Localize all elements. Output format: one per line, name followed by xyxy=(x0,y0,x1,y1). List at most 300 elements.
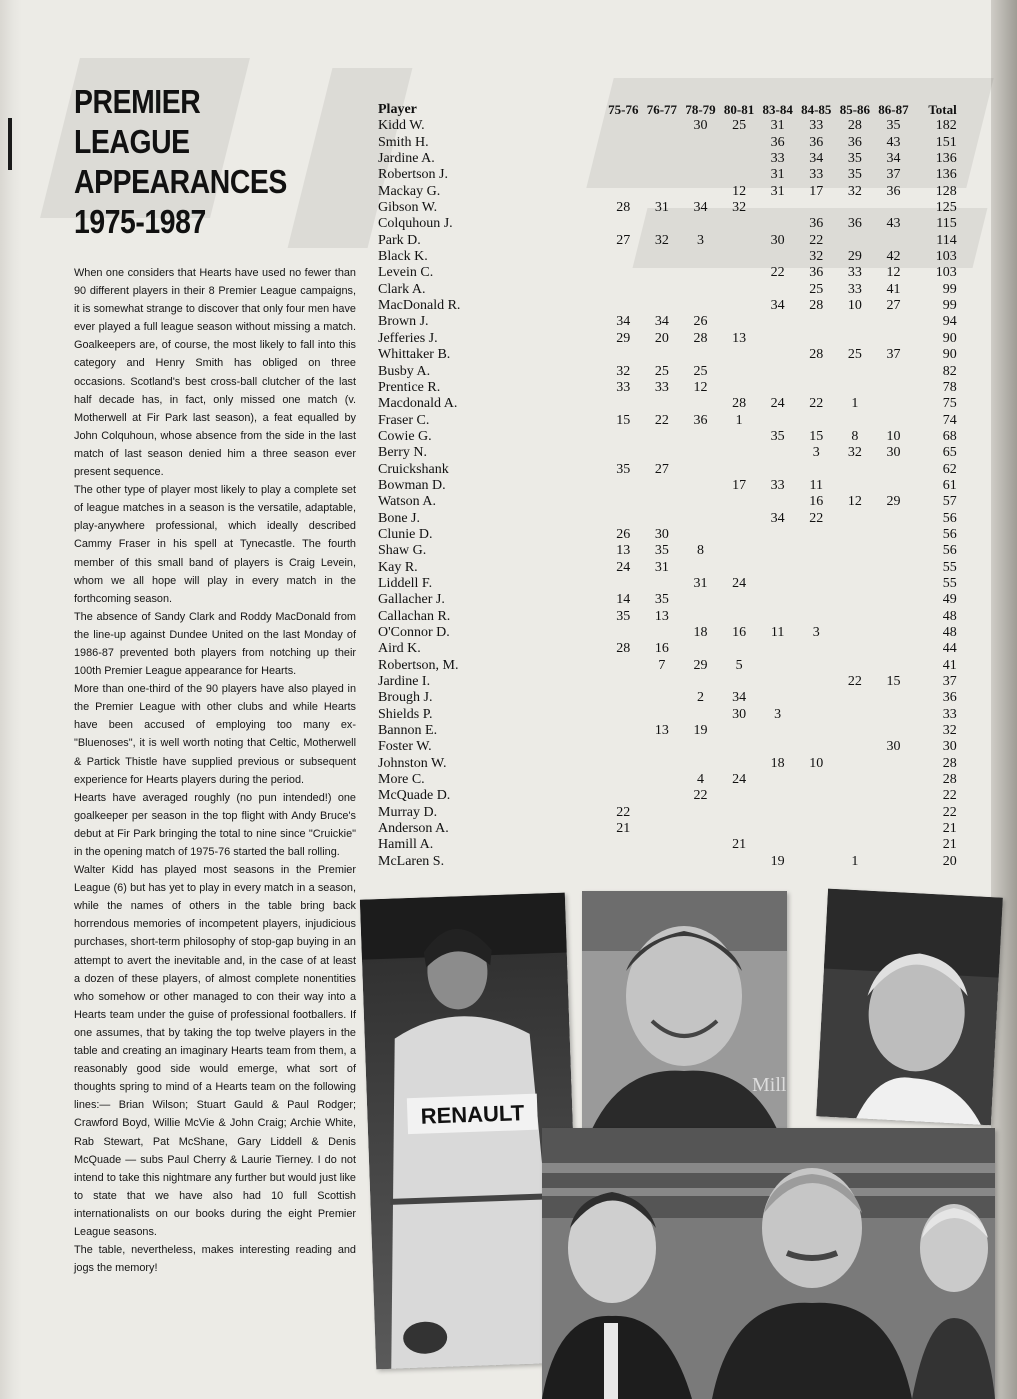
season-appearances xyxy=(758,216,797,232)
player-name: McQuade D. xyxy=(378,788,451,804)
table-row xyxy=(378,494,958,510)
player-name: Hamill A. xyxy=(378,837,434,853)
season-appearances xyxy=(681,592,720,608)
season-appearances xyxy=(720,494,759,510)
season-appearances: 31 xyxy=(770,118,785,134)
season-appearances: 29 xyxy=(847,249,862,265)
season-appearances xyxy=(604,674,643,690)
season-appearances: 14 xyxy=(616,592,631,608)
player-name: McLaren S. xyxy=(378,853,445,869)
season-appearances: 32 xyxy=(809,249,824,265)
table-row xyxy=(378,543,958,559)
season-appearances: 33 xyxy=(616,379,631,395)
season-appearances xyxy=(836,837,875,853)
player-name: Prentice R. xyxy=(378,379,441,395)
season-appearances xyxy=(836,331,875,347)
season-appearances xyxy=(874,413,913,429)
season-appearances xyxy=(797,690,836,706)
table-row xyxy=(378,249,958,265)
total-appearances: 151 xyxy=(935,134,957,150)
season-appearances xyxy=(604,135,643,151)
player-name: Jardine I. xyxy=(378,674,431,690)
season-appearances: 3 xyxy=(774,706,782,722)
player-name: Colquhoun J. xyxy=(378,216,453,232)
total-appearances: 136 xyxy=(935,167,957,183)
season-appearances xyxy=(643,707,682,723)
season-appearances xyxy=(643,282,682,298)
season-appearances xyxy=(797,543,836,559)
season-appearances xyxy=(836,805,875,821)
season-appearances xyxy=(836,690,875,706)
season-appearances xyxy=(836,658,875,674)
season-appearances: 25 xyxy=(654,363,669,379)
table-row xyxy=(378,282,958,298)
season-appearances xyxy=(758,314,797,330)
player-name: Watson A. xyxy=(378,494,436,510)
season-appearances xyxy=(874,576,913,592)
season-appearances: 37 xyxy=(886,347,901,363)
player-name: Johnston W. xyxy=(378,755,447,771)
season-appearances xyxy=(836,772,875,788)
season-appearances xyxy=(604,707,643,723)
total-appearances: 128 xyxy=(935,183,957,199)
season-appearances xyxy=(836,560,875,576)
season-appearances: 25 xyxy=(809,281,824,297)
total-appearances: 114 xyxy=(936,232,957,248)
season-appearances xyxy=(604,118,643,134)
season-appearances xyxy=(797,674,836,690)
season-appearances: 21 xyxy=(616,821,631,837)
player-name: Foster W. xyxy=(378,739,432,755)
table-row xyxy=(378,151,958,167)
season-appearances xyxy=(797,772,836,788)
season-appearances: 25 xyxy=(732,118,747,134)
season-appearances: 10 xyxy=(886,428,901,444)
season-appearances xyxy=(836,527,875,543)
season-appearances xyxy=(681,298,720,314)
player-name: Brough J. xyxy=(378,690,433,706)
season-appearances xyxy=(797,462,836,478)
player-name: Aird K. xyxy=(378,641,421,657)
season-appearances xyxy=(874,788,913,804)
season-appearances xyxy=(797,527,836,543)
season-appearances xyxy=(797,723,836,739)
season-appearances: 22 xyxy=(770,265,785,281)
total-appearances: 103 xyxy=(935,265,957,281)
season-appearances: 36 xyxy=(809,134,824,150)
season-appearances xyxy=(720,821,759,837)
season-appearances xyxy=(643,854,682,870)
season-appearances: 8 xyxy=(696,543,704,559)
season-appearances: 22 xyxy=(616,804,631,820)
header-season: 78-79 xyxy=(685,102,716,117)
player-name: Bone J. xyxy=(378,510,420,526)
season-appearances xyxy=(681,707,720,723)
season-appearances xyxy=(836,788,875,804)
season-appearances xyxy=(604,625,643,641)
season-appearances: 24 xyxy=(732,772,747,788)
season-appearances xyxy=(874,821,913,837)
season-appearances: 33 xyxy=(847,281,862,297)
table-row xyxy=(378,184,958,200)
season-appearances xyxy=(874,396,913,412)
season-appearances: 1 xyxy=(735,412,743,428)
season-appearances: 1 xyxy=(851,396,859,412)
season-appearances xyxy=(874,200,913,216)
season-appearances: 8 xyxy=(851,428,859,444)
season-appearances xyxy=(681,216,720,232)
season-appearances xyxy=(797,576,836,592)
season-appearances: 27 xyxy=(886,298,901,314)
season-appearances: 31 xyxy=(770,183,785,199)
season-appearances xyxy=(643,511,682,527)
total-appearances: 136 xyxy=(935,151,957,167)
season-appearances xyxy=(797,707,836,723)
season-appearances xyxy=(681,739,720,755)
table-row xyxy=(378,592,958,608)
season-appearances xyxy=(681,478,720,494)
total-appearances: 28 xyxy=(942,772,957,788)
season-appearances xyxy=(643,788,682,804)
season-appearances xyxy=(681,265,720,281)
season-appearances: 7 xyxy=(658,657,666,673)
table-row xyxy=(378,413,958,429)
total-appearances: 99 xyxy=(942,298,957,314)
season-appearances xyxy=(681,429,720,445)
article-paragraph: Walter Kidd has played most seasons in the Premier League (6) but has yet to play in every match in a season, while the names of others in the table bring back horrendous memories of incompetent players, injudicious purchases, short-term philosophy of stop-gap buying in an attempt to avert the inevitable and, in the case of at least a dozen of these players, of almost complete nonentities who somehow or other managed to con their way into a Hearts team under the guise of professional footballers. If one assumes, that by taking the top twelve players in the table and creating an imaginary Hearts team from them, a reasonably good side would emerge, what sort of thoughts spring to mind of a Hearts team on the following lines:— Brian Wilson; Stuart Gauld & Paul Rodger; Crawford Boyd, Willie McVie & John Craig; Archie White, Rab Stewart, Pat McShane, Gary Liddell & Denis McQuade — subs Paul Cherry & Laurie Tierney. I do not intend to take this nightmare any further but would just like to state that we have also had 10 full Scottish internationalists on our books during the eight Premier League seasons. xyxy=(74,864,356,1238)
player-name: Bowman D. xyxy=(378,477,446,493)
table-row xyxy=(378,265,958,281)
table-row xyxy=(378,854,958,870)
player-name: Bannon E. xyxy=(378,723,438,739)
header-season: 85-86 xyxy=(839,102,871,117)
season-appearances: 24 xyxy=(770,396,785,412)
season-appearances xyxy=(797,788,836,804)
season-appearances: 30 xyxy=(654,526,669,542)
season-appearances: 30 xyxy=(770,232,785,248)
season-appearances: 15 xyxy=(886,674,901,690)
header-player: Player xyxy=(378,102,417,117)
total-appearances: 103 xyxy=(935,249,957,265)
season-appearances: 26 xyxy=(693,314,708,330)
season-appearances xyxy=(797,805,836,821)
season-appearances xyxy=(797,331,836,347)
season-appearances: 35 xyxy=(886,118,901,134)
article-paragraph: More than one-third of the 90 players have also played in the Premier League with other clubs and while Hearts have been accused of employing too many ex-"Bluenoses", it is well worth noting that Celtic, Motherwell & Partick Thistle have supplied previous or subsequent experience for Hearts players during the period. xyxy=(74,683,356,786)
season-appearances xyxy=(836,707,875,723)
season-appearances xyxy=(681,249,720,265)
season-appearances xyxy=(874,462,913,478)
season-appearances: 31 xyxy=(654,200,669,216)
season-appearances xyxy=(720,151,759,167)
season-appearances xyxy=(604,788,643,804)
total-appearances: 125 xyxy=(935,200,957,216)
season-appearances: 34 xyxy=(693,200,708,216)
season-appearances: 28 xyxy=(809,298,824,314)
season-appearances: 32 xyxy=(732,200,747,216)
photo-player-profile xyxy=(816,889,1003,1126)
season-appearances: 12 xyxy=(693,379,708,395)
season-appearances: 13 xyxy=(654,608,669,624)
season-appearances xyxy=(681,167,720,183)
season-appearances xyxy=(681,805,720,821)
season-appearances xyxy=(604,756,643,772)
player-name: Mackay G. xyxy=(378,183,441,199)
season-appearances xyxy=(604,265,643,281)
season-appearances xyxy=(797,560,836,576)
season-appearances: 32 xyxy=(616,363,631,379)
season-appearances xyxy=(758,576,797,592)
season-appearances xyxy=(720,135,759,151)
season-appearances: 24 xyxy=(732,575,747,591)
season-appearances xyxy=(874,364,913,380)
season-appearances: 36 xyxy=(809,265,824,281)
total-appearances: 57 xyxy=(942,494,957,510)
season-appearances xyxy=(797,592,836,608)
total-appearances: 56 xyxy=(942,510,957,526)
total-appearances: 28 xyxy=(942,755,957,771)
season-appearances: 28 xyxy=(809,347,824,363)
season-appearances: 24 xyxy=(616,559,631,575)
season-appearances xyxy=(758,690,797,706)
season-appearances xyxy=(681,347,720,363)
season-appearances xyxy=(836,314,875,330)
table-row xyxy=(378,233,958,249)
season-appearances: 22 xyxy=(809,396,824,412)
season-appearances xyxy=(874,641,913,657)
season-appearances: 22 xyxy=(809,232,824,248)
season-appearances xyxy=(643,429,682,445)
table-row xyxy=(378,625,958,641)
season-appearances xyxy=(836,576,875,592)
total-appearances: 21 xyxy=(942,837,957,853)
season-appearances xyxy=(874,756,913,772)
season-appearances: 22 xyxy=(809,510,824,526)
season-appearances: 35 xyxy=(654,543,669,559)
season-appearances xyxy=(797,380,836,396)
season-appearances xyxy=(643,298,682,314)
article-paragraph: The table, nevertheless, makes interesting reading and jogs the memory! xyxy=(74,1244,356,1275)
table-row xyxy=(378,314,958,330)
player-name: Jardine A. xyxy=(378,151,435,167)
season-appearances xyxy=(643,118,682,134)
article-body xyxy=(74,264,356,1277)
season-appearances xyxy=(604,658,643,674)
season-appearances xyxy=(797,314,836,330)
total-appearances: 68 xyxy=(942,428,957,444)
season-appearances xyxy=(681,282,720,298)
season-appearances xyxy=(643,347,682,363)
season-appearances: 41 xyxy=(886,281,901,297)
season-appearances: 19 xyxy=(693,723,708,739)
season-appearances: 28 xyxy=(616,200,631,216)
player-name: Kay R. xyxy=(378,559,418,575)
season-appearances xyxy=(758,592,797,608)
season-appearances: 36 xyxy=(886,183,901,199)
player-name: Park D. xyxy=(378,232,421,248)
season-appearances xyxy=(874,331,913,347)
total-appearances: 49 xyxy=(942,592,957,608)
total-appearances: 30 xyxy=(942,739,957,755)
season-appearances xyxy=(643,478,682,494)
table-row xyxy=(378,118,958,134)
season-appearances xyxy=(720,674,759,690)
table-row xyxy=(378,200,958,216)
player-name: MacDonald R. xyxy=(378,298,461,314)
season-appearances xyxy=(758,641,797,657)
season-appearances: 13 xyxy=(654,723,669,739)
player-name: Brown J. xyxy=(378,314,429,330)
season-appearances xyxy=(643,576,682,592)
table-row xyxy=(378,837,958,853)
season-appearances xyxy=(874,527,913,543)
season-appearances: 13 xyxy=(616,543,631,559)
season-appearances: 28 xyxy=(732,396,747,412)
player-name: Anderson A. xyxy=(378,821,449,837)
season-appearances xyxy=(758,347,797,363)
season-appearances xyxy=(797,658,836,674)
season-appearances xyxy=(874,625,913,641)
season-appearances xyxy=(720,380,759,396)
season-appearances xyxy=(604,167,643,183)
player-name: Whittaker B. xyxy=(378,347,451,363)
season-appearances xyxy=(720,314,759,330)
season-appearances xyxy=(643,625,682,641)
season-appearances: 13 xyxy=(732,330,747,346)
player-name: Black K. xyxy=(378,249,428,265)
season-appearances xyxy=(643,674,682,690)
season-appearances xyxy=(720,723,759,739)
season-appearances xyxy=(720,739,759,755)
total-appearances: 56 xyxy=(942,543,957,559)
season-appearances xyxy=(643,772,682,788)
table-row xyxy=(378,527,958,543)
season-appearances: 11 xyxy=(770,625,785,640)
table-row xyxy=(378,788,958,804)
season-appearances xyxy=(836,462,875,478)
season-appearances xyxy=(643,135,682,151)
season-appearances: 29 xyxy=(693,657,708,673)
player-name: Gibson W. xyxy=(378,200,438,216)
season-appearances xyxy=(758,560,797,576)
total-appearances: 65 xyxy=(942,445,957,461)
season-appearances xyxy=(643,184,682,200)
table-row xyxy=(378,216,958,232)
season-appearances xyxy=(604,429,643,445)
season-appearances: 18 xyxy=(770,755,785,771)
player-name: Robertson J. xyxy=(378,167,448,183)
season-appearances xyxy=(604,723,643,739)
season-appearances: 16 xyxy=(654,641,669,657)
season-appearances xyxy=(758,772,797,788)
season-appearances xyxy=(720,543,759,559)
season-appearances: 35 xyxy=(847,151,862,167)
season-appearances xyxy=(758,788,797,804)
title-line-2: LEAGUE xyxy=(74,123,190,160)
season-appearances xyxy=(874,233,913,249)
season-appearances: 3 xyxy=(812,625,820,640)
season-appearances xyxy=(720,511,759,527)
player-name: Kidd W. xyxy=(378,118,425,134)
title-line-1: PREMIER xyxy=(74,83,201,120)
total-appearances: 62 xyxy=(942,461,957,477)
season-appearances xyxy=(643,756,682,772)
player-name: Smith H. xyxy=(378,134,429,150)
season-appearances xyxy=(836,380,875,396)
season-appearances xyxy=(720,609,759,625)
season-appearances: 31 xyxy=(654,559,669,575)
season-appearances xyxy=(720,429,759,445)
season-appearances xyxy=(604,396,643,412)
season-appearances: 32 xyxy=(654,232,669,248)
title-line-4: 1975-1987 xyxy=(74,203,206,240)
season-appearances xyxy=(720,364,759,380)
season-appearances xyxy=(758,380,797,396)
season-appearances xyxy=(836,641,875,657)
season-appearances xyxy=(874,805,913,821)
season-appearances xyxy=(681,151,720,167)
season-appearances xyxy=(681,756,720,772)
season-appearances: 3 xyxy=(812,445,820,461)
total-appearances: 90 xyxy=(942,330,957,346)
season-appearances: 35 xyxy=(654,592,669,608)
player-name: Cruickshank xyxy=(378,461,449,477)
table-row xyxy=(378,347,958,363)
season-appearances xyxy=(643,216,682,232)
header-season: 86-87 xyxy=(878,102,909,117)
season-appearances: 22 xyxy=(847,674,862,690)
total-appearances: 48 xyxy=(942,625,957,640)
article-paragraph: When one considers that Hearts have used no fewer than 90 different players in their 8 Premier League campaigns, it is somewhat strange to discover that only four men have ever played a full league season without missing a match. Goalkeepers are, of course, the most likely to fall into this category and Henry Smith has obliged on three occasions. Scotland's best cross-ball clutcher of the last half decade has, in fact, only missed one match (v. Motherwell at Fir Park last season), a feat equalled by John Colquhoun, whose absence from the side in the last match of last season denied him a three season ever present sequence. xyxy=(74,267,356,479)
season-appearances xyxy=(758,543,797,559)
season-appearances: 25 xyxy=(693,363,708,379)
header-season: 83-84 xyxy=(762,102,793,117)
table-row xyxy=(378,690,958,706)
total-appearances: 41 xyxy=(942,657,957,673)
season-appearances xyxy=(681,462,720,478)
season-appearances xyxy=(797,364,836,380)
season-appearances xyxy=(643,249,682,265)
season-appearances xyxy=(720,641,759,657)
season-appearances xyxy=(797,200,836,216)
season-appearances xyxy=(836,543,875,559)
table-body xyxy=(378,118,958,870)
table-row xyxy=(378,511,958,527)
season-appearances xyxy=(681,135,720,151)
season-appearances: 15 xyxy=(616,412,631,428)
season-appearances xyxy=(720,265,759,281)
total-appearances: 36 xyxy=(942,690,957,706)
season-appearances xyxy=(604,347,643,363)
season-appearances: 33 xyxy=(654,379,669,395)
player-name: O'Connor D. xyxy=(378,625,450,640)
season-appearances: 22 xyxy=(693,788,708,804)
season-appearances: 31 xyxy=(693,575,708,591)
season-appearances xyxy=(681,527,720,543)
season-appearances xyxy=(604,249,643,265)
total-appearances: 55 xyxy=(942,559,957,575)
season-appearances: 35 xyxy=(770,428,785,444)
total-appearances: 22 xyxy=(942,804,957,820)
season-appearances: 33 xyxy=(847,265,862,281)
season-appearances: 10 xyxy=(809,755,824,771)
season-appearances: 20 xyxy=(654,330,669,346)
season-appearances xyxy=(720,527,759,543)
page-title xyxy=(74,82,323,242)
season-appearances xyxy=(836,723,875,739)
table-row xyxy=(378,674,958,690)
season-appearances xyxy=(874,609,913,625)
